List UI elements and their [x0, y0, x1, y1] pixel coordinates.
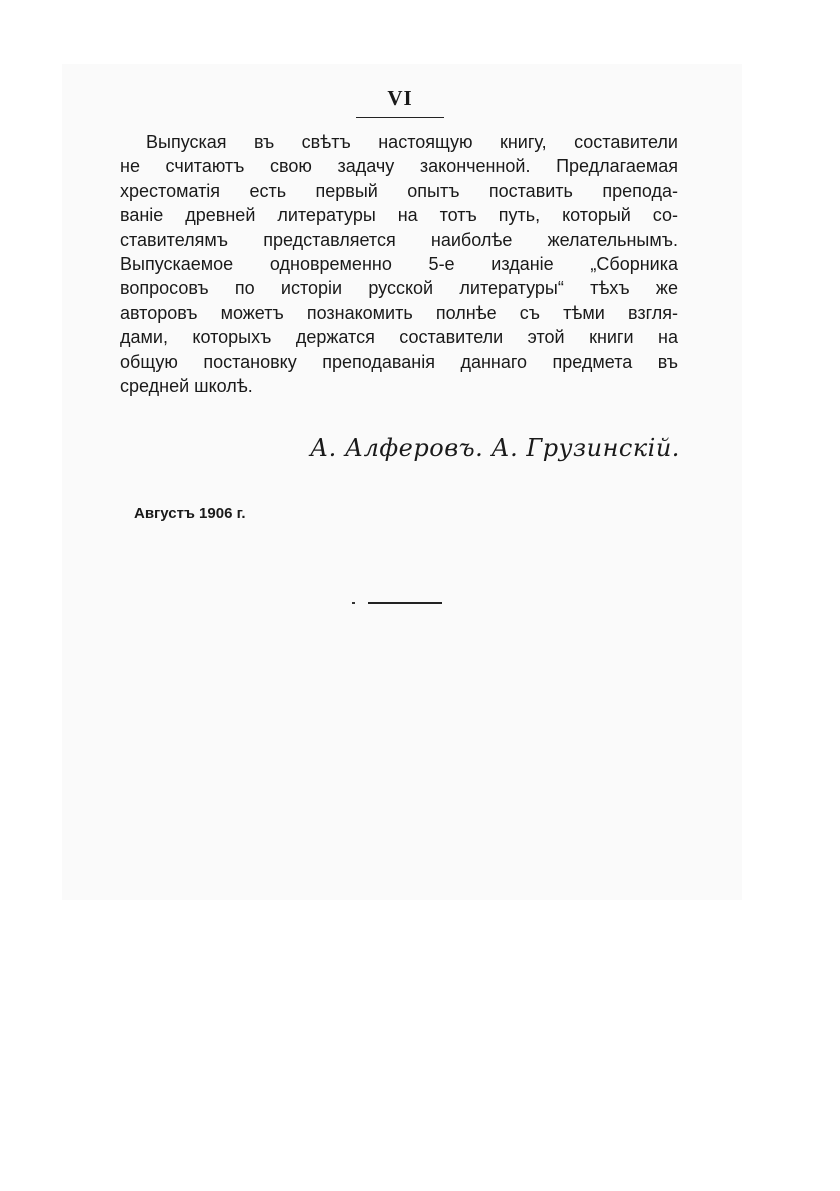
end-ornament-dot: [352, 602, 355, 604]
paragraph-line: Выпуская въ свѣтъ настоящую книгу, составители: [146, 132, 678, 152]
paragraph-line: не считаютъ свою задачу законченной. Предлагаемая: [120, 156, 678, 177]
paragraph-line: хрестоматія есть первый опытъ поставить препода-: [120, 180, 678, 201]
page-number-rule: [356, 117, 444, 118]
paragraph-line: ставителямъ представляется наиболѣе желательнымъ.: [120, 229, 678, 250]
paragraph-line: дами, которыхъ держатся составители этой книги на: [120, 327, 678, 348]
date-line: Августъ 1906 г.: [134, 505, 246, 522]
paragraph-line: средней школѣ.: [120, 376, 253, 397]
paragraph-line: авторовъ можетъ познакомить полнѣе съ тѣми взгля-: [120, 302, 678, 323]
page-number: VI: [387, 86, 413, 110]
paragraph-line: ваніе древней литературы на тотъ путь, который со-: [120, 205, 678, 226]
authors-signature: А. Алферовъ. А. Грузинскій.: [310, 434, 680, 462]
paragraph-line: Выпускаемое одновременно 5-е изданіе „Сборника: [120, 254, 678, 275]
end-ornament-rule: [368, 602, 442, 604]
preface-paragraph: [120, 130, 678, 398]
paragraph-line: общую постановку преподаванія даннаго предмета въ: [120, 351, 678, 372]
paragraph-line: вопросовъ по исторіи русской литературы“ тѣхъ же: [120, 278, 678, 299]
